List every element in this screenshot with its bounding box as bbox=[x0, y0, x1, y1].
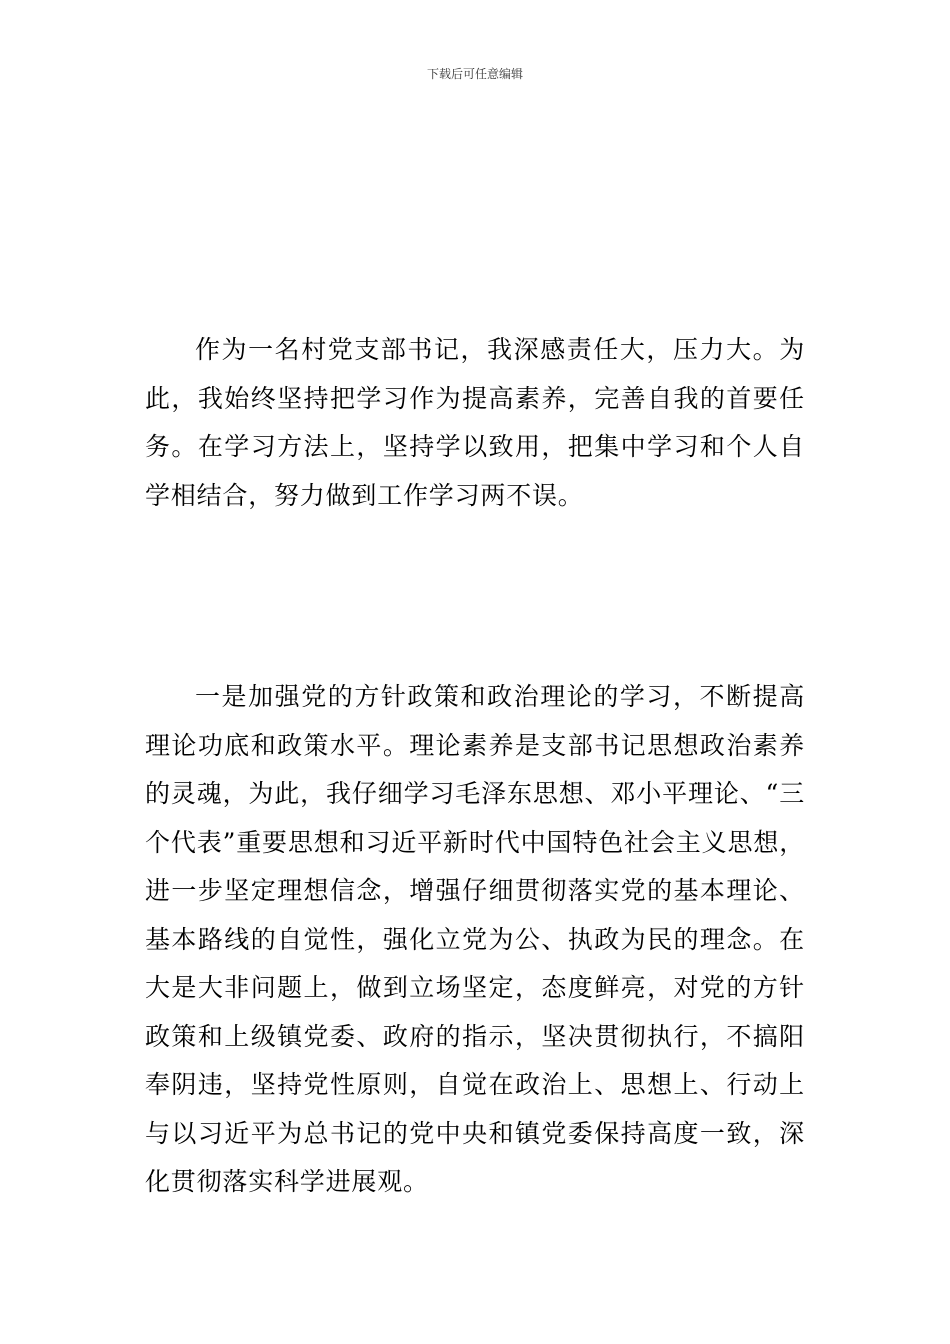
page-header-note: 下载后可任意编辑 bbox=[426, 67, 523, 81]
paragraph-1: 作为一名村党支部书记，我深感责任大，压力大。为此，我始终坚持把学习作为提高素养，完善自我的首要任务。在学习方法上，坚持学以致用，把集中学习和个人自学相结合，努力做到工作学习两不误。 bbox=[145, 335, 805, 510]
paragraph-2: 一是加强党的方针政策和政治理论的学习，不断提高理论功底和政策水平。理论素养是支部书记思想政治素养的灵魂，为此，我仔细学习毛泽东思想、邓小平理论、“三个代表”重要思想和习近平新时代中国特色社会主义思想，进一步坚定理想信念，增强仔细贯彻落实党的基本理论、基本路线的自觉性，强化立党为公、执政为民的理念。在大是大非问题上，做到立场坚定，态度鲜亮，对党的方针政策和上级镇党委、政府的指示，坚决贯彻执行，不搞阳奉阴违，坚持党性原则，自觉在政治上、思想上、行动上与以习近平为总书记的党中央和镇党委保持高度一致，深化贯彻落实科学进展观。 bbox=[145, 682, 805, 1196]
